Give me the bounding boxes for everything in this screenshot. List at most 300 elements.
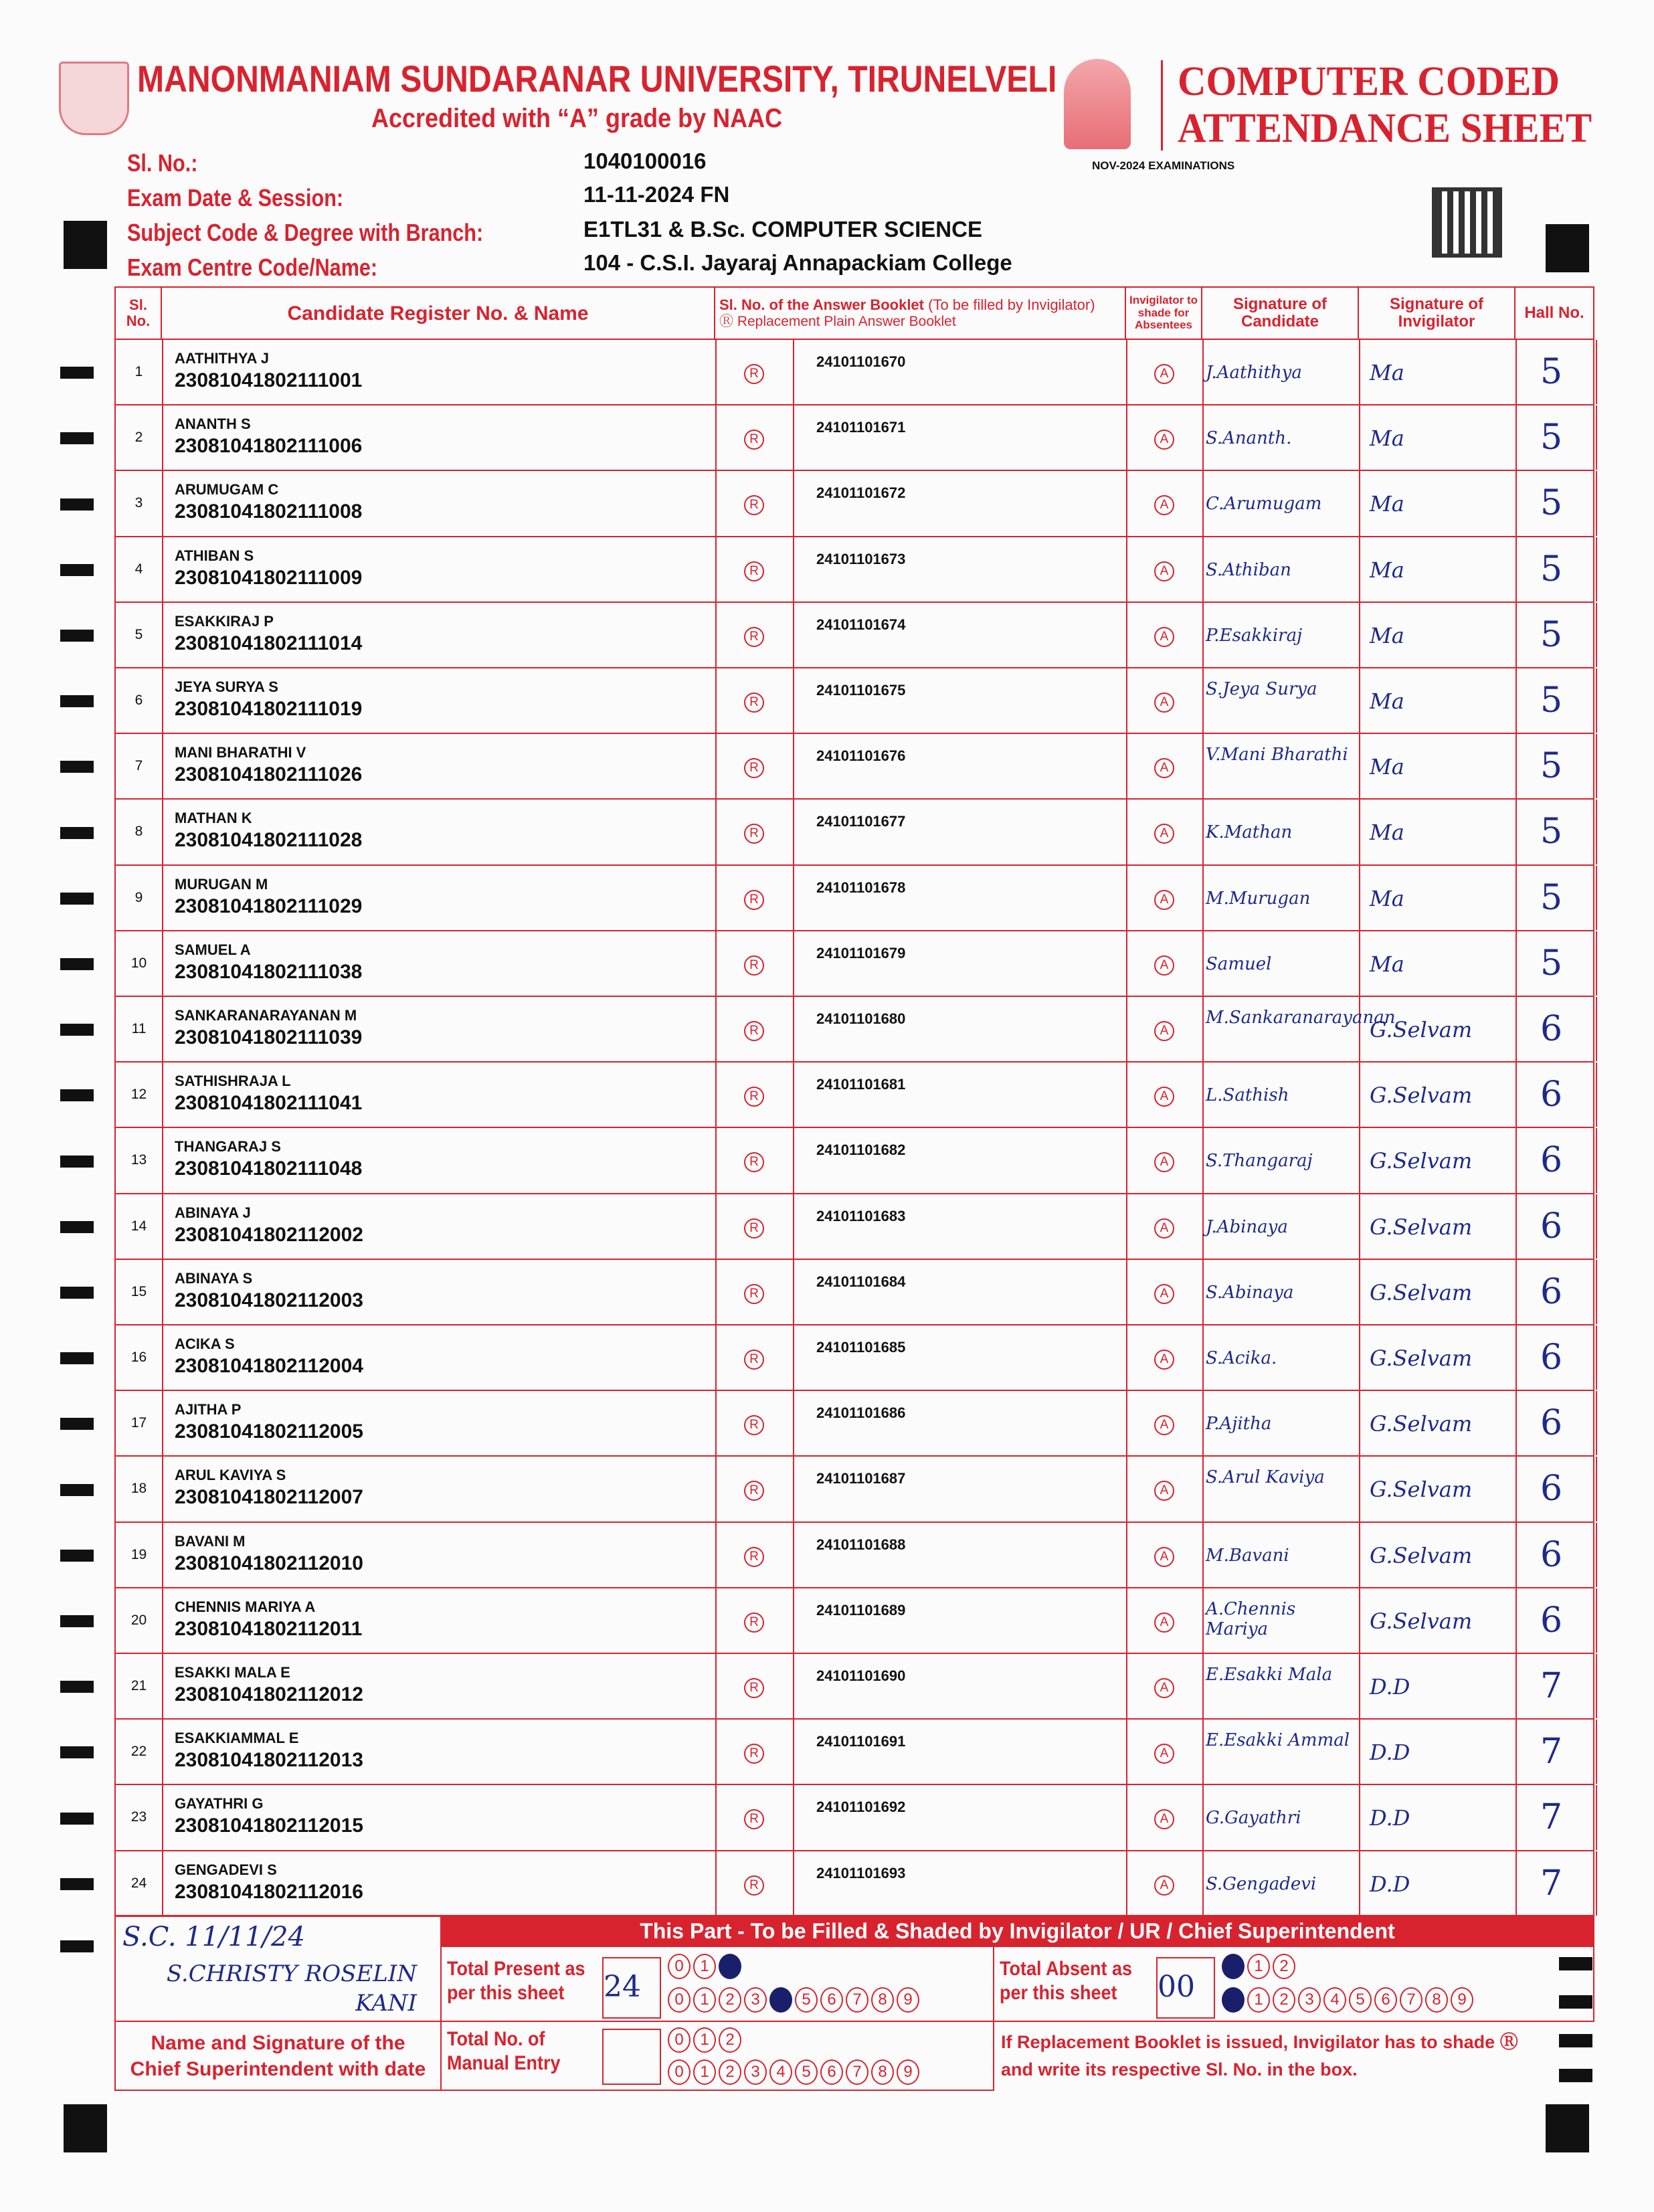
table-row [114, 537, 1594, 603]
column-divider [793, 1260, 794, 1324]
replacement-note: If Replacement Booklet is issued, Invigilator has to shade Ⓡ and write its respective Sl. No. in the box. [1001, 2032, 1518, 2080]
column-divider [793, 1325, 794, 1390]
digit-bubble[interactable]: 4 [1323, 1987, 1346, 2013]
replacement-bubble[interactable]: R [744, 1021, 764, 1041]
table-row [114, 471, 1594, 537]
centre-label: Exam Centre Code/Name: [127, 254, 378, 281]
absent-bubble[interactable]: A [1154, 1021, 1174, 1041]
column-divider [715, 734, 717, 798]
absent-bubble[interactable]: A [1154, 1087, 1174, 1107]
column-divider [1359, 1523, 1360, 1587]
column-divider [715, 1720, 717, 1784]
register-number: 23081041802111048 [175, 1158, 363, 1180]
absent-bubble[interactable]: A [1154, 1152, 1174, 1172]
column-divider [1596, 1654, 1597, 1718]
invigilator-signature: G.Selvam [1370, 1608, 1473, 1634]
booklet-number: 24101101670 [816, 353, 906, 370]
register-number: 23081041802111029 [175, 895, 363, 917]
candidate-name: ATHIBAN S [175, 547, 254, 564]
chief-name: S.CHRISTY ROSELIN KANI [166, 1960, 417, 2017]
column-divider [162, 668, 163, 733]
timing-mark [60, 432, 94, 444]
digit-bubble[interactable]: 6 [820, 2059, 843, 2085]
column-divider [793, 931, 794, 996]
column-divider [1126, 1063, 1127, 1127]
candidate-signature: A.Chennis Mariya [1206, 1598, 1296, 1639]
digit-bubble[interactable]: 7 [1400, 1987, 1422, 2013]
invigilator-signature: Ma [1370, 557, 1404, 583]
invigilator-signature: Ma [1370, 885, 1404, 911]
column-divider [162, 1325, 163, 1390]
register-number: 23081041802111039 [175, 1026, 363, 1048]
digit-bubble[interactable]: 0 [668, 2059, 691, 2085]
hall-number: 6 [1540, 1403, 1563, 1444]
column-divider [1202, 1588, 1204, 1653]
candidate-signature: V.Mani Bharathi [1206, 745, 1348, 765]
column-divider [1596, 340, 1597, 404]
column-divider [1596, 866, 1597, 930]
column-divider [1359, 1851, 1360, 1916]
col-booklet-note: (To be filled by Invigilator) [928, 296, 1095, 314]
table-row [114, 603, 1594, 668]
absent-bubble[interactable]: A [1154, 1481, 1174, 1501]
column-divider [1515, 997, 1517, 1061]
table-row [114, 1260, 1594, 1325]
column-divider [1596, 1391, 1597, 1455]
replacement-bubble[interactable]: R [744, 627, 764, 647]
absent-bubble[interactable]: A [1154, 495, 1174, 515]
digit-bubble[interactable]: 0 [668, 1954, 691, 1979]
absent-label: Total Absent as per this sheet [1000, 1958, 1133, 2004]
digit-bubble[interactable]: 8 [871, 2059, 894, 2085]
timing-mark [64, 2104, 107, 2152]
column-divider [793, 1654, 794, 1718]
column-divider [1359, 734, 1360, 798]
booklet-number: 24101101683 [816, 1207, 906, 1224]
absent-bubble[interactable]: A [1154, 1415, 1174, 1435]
register-number: 23081041802112012 [175, 1683, 363, 1706]
booklet-number: 24101101692 [816, 1799, 906, 1816]
replacement-bubble[interactable]: R [744, 561, 764, 581]
column-divider [715, 1325, 717, 1390]
absent-bubble[interactable]: A [1154, 1547, 1174, 1567]
digit-bubble[interactable]: 1 [693, 2059, 716, 2085]
candidate-signature: E.Esakki Mala [1206, 1665, 1333, 1685]
absent-bubble[interactable]: A [1154, 1744, 1174, 1764]
register-number: 23081041802112005 [175, 1420, 363, 1443]
column-divider [1515, 1391, 1517, 1455]
column-divider [1359, 800, 1360, 864]
column-divider [1359, 471, 1360, 535]
column-divider [715, 866, 717, 930]
candidate-name: CHENNIS MARIYA A [175, 1598, 316, 1615]
bubble-row-present-units [668, 1987, 922, 2013]
column-divider [162, 1457, 163, 1521]
absent-bubble[interactable]: A [1154, 1218, 1174, 1238]
row-sl-no: 17 [130, 1415, 147, 1431]
digit-bubble[interactable]: 1 [693, 1954, 716, 1979]
absent-bubble[interactable]: A [1154, 1284, 1174, 1304]
row-sl-no: 14 [130, 1218, 147, 1234]
register-number: 23081041802111026 [175, 763, 363, 786]
row-sl-no: 23 [130, 1809, 147, 1825]
digit-bubble[interactable]: 9 [1451, 1987, 1473, 2013]
candidate-signature: M.Sankaranarayanan [1206, 1008, 1396, 1028]
hall-number: 6 [1540, 1075, 1563, 1115]
replacement-bubble[interactable]: R [744, 1284, 764, 1304]
column-divider [162, 1654, 163, 1718]
candidate-name: SATHISHRAJA L [175, 1073, 291, 1090]
replacement-bubble[interactable]: R [744, 1612, 764, 1633]
replacement-bubble[interactable]: R [744, 1678, 764, 1698]
invigilator-signature: Ma [1370, 360, 1404, 385]
digit-bubble[interactable]: 7 [846, 1987, 868, 2013]
hall-number: 6 [1540, 1206, 1563, 1247]
register-number: 23081041802111014 [175, 632, 363, 654]
booklet-number: 24101101677 [816, 813, 906, 830]
column-divider [1202, 734, 1204, 798]
column-divider [1515, 1260, 1517, 1324]
digit-bubble[interactable]: 5 [795, 2059, 818, 2085]
digit-bubble[interactable]: 3 [744, 1987, 767, 2013]
booklet-number: 24101101681 [816, 1076, 906, 1093]
hall-number: 5 [1540, 549, 1563, 589]
invigilator-signature: Ma [1370, 426, 1404, 452]
column-divider [1202, 405, 1204, 470]
timing-mark [60, 1484, 94, 1496]
column-divider [793, 734, 794, 798]
table-row [114, 866, 1594, 931]
column-divider [1202, 668, 1204, 733]
column-divider [1515, 1588, 1517, 1653]
founder-portrait [1064, 59, 1131, 149]
digit-bubble[interactable]: 9 [897, 1987, 919, 2013]
absent-bubble[interactable]: A [1154, 1350, 1174, 1370]
row-sl-no: 13 [130, 1152, 147, 1168]
hall-number: 5 [1540, 483, 1563, 524]
replacement-bubble[interactable]: R [744, 824, 764, 844]
digit-bubble[interactable]: 1 [1247, 1954, 1270, 1979]
digit-bubble[interactable]: 0 [668, 2027, 691, 2053]
digit-bubble[interactable]: 4 [769, 2059, 792, 2085]
replacement-bubble[interactable]: R [744, 693, 764, 713]
column-divider [1126, 603, 1127, 667]
column-divider [1515, 471, 1517, 535]
university-logo [59, 62, 129, 135]
candidate-signature: P.Ajitha [1206, 1414, 1272, 1435]
hall-number: 7 [1540, 1797, 1563, 1838]
column-divider [1359, 603, 1360, 667]
replacement-bubble[interactable]: R [744, 1744, 764, 1764]
absent-bubble[interactable]: A [1154, 890, 1174, 910]
digit-bubble[interactable]: 2 [719, 2059, 741, 2085]
column-divider [1126, 1260, 1127, 1324]
column-divider [1202, 1194, 1204, 1259]
row-sl-no: 15 [130, 1283, 147, 1299]
replacement-bubble[interactable]: R [744, 1152, 764, 1172]
column-divider [1596, 1720, 1597, 1784]
row-sl-no: 19 [130, 1546, 147, 1562]
digit-bubble[interactable]: 7 [846, 2059, 868, 2085]
exam-date-label: Exam Date & Session: [127, 184, 344, 211]
digit-bubble[interactable]: 5 [795, 1987, 818, 2013]
candidate-signature: J.Abinaya [1206, 1216, 1288, 1237]
invigilator-signature: G.Selvam [1370, 1083, 1473, 1109]
column-divider [1596, 800, 1597, 864]
candidate-signature: C.Arumugam [1206, 494, 1322, 515]
digit-bubble[interactable]: 8 [871, 1987, 894, 2013]
column-divider [1515, 1063, 1517, 1127]
row-sl-no: 9 [134, 889, 143, 905]
subject-label: Subject Code & Degree with Branch: [127, 219, 484, 246]
replacement-bubble[interactable]: R [744, 1809, 764, 1829]
candidate-signature: P.Esakkiraj [1206, 625, 1303, 646]
column-divider [1202, 1260, 1204, 1324]
absent-value-box[interactable]: 00 [1156, 1957, 1215, 2019]
candidate-name: AATHITHYA J [175, 350, 269, 367]
invigilator-signature: Ma [1370, 754, 1404, 780]
col-booklet-title: Sl. No. of the Answer Booklet [719, 296, 924, 314]
column-divider [1359, 668, 1360, 733]
absent-bubble[interactable]: A [1154, 561, 1174, 581]
column-divider [1596, 1260, 1597, 1324]
register-number: 23081041802111028 [175, 829, 363, 852]
hall-number: 6 [1540, 1009, 1563, 1049]
hall-number: 5 [1540, 680, 1563, 721]
booklet-number: 24101101682 [816, 1141, 906, 1159]
absent-bubble[interactable]: A [1154, 758, 1174, 778]
examinations-label: NOV-2024 EXAMINATIONS [1092, 159, 1235, 172]
timing-mark [60, 1418, 94, 1430]
column-divider [1515, 405, 1517, 470]
hall-number: 6 [1540, 1140, 1563, 1181]
table-row [114, 1785, 1594, 1851]
col-sl-no: Sl. No. [114, 286, 162, 340]
absent-bubble[interactable]: A [1154, 824, 1174, 844]
bubble-row-present-tens [668, 1954, 744, 1979]
column-divider [1202, 1063, 1204, 1127]
booklet-number: 24101101679 [816, 944, 906, 961]
booklet-number: 24101101675 [816, 682, 906, 699]
absent-bubble[interactable]: A [1154, 1678, 1174, 1698]
column-divider [1359, 997, 1360, 1061]
digit-bubble[interactable]: 3 [1298, 1987, 1321, 2013]
timing-mark [60, 1024, 94, 1036]
absent-bubble[interactable]: A [1154, 1612, 1174, 1633]
replacement-bubble[interactable]: R [744, 1875, 764, 1896]
column-divider [1202, 1325, 1204, 1390]
candidate-name: GAYATHRI G [175, 1795, 264, 1813]
column-divider [1515, 1851, 1517, 1916]
column-divider [1126, 1325, 1127, 1390]
column-divider [1126, 1654, 1127, 1718]
column-divider [793, 800, 794, 864]
hall-number: 7 [1540, 1666, 1563, 1706]
column-divider [1126, 537, 1127, 602]
column-divider [1202, 997, 1204, 1061]
digit-bubble[interactable]: 3 [744, 2059, 767, 2085]
column-divider [162, 1720, 163, 1784]
column-divider [162, 1785, 163, 1849]
column-divider [1126, 1720, 1127, 1784]
column-divider [1515, 1457, 1517, 1521]
digit-bubble[interactable]: 0 [1222, 1987, 1245, 2013]
invigilator-signature: G.Selvam [1370, 1542, 1473, 1568]
replacement-bubble[interactable]: R [744, 758, 764, 778]
absent-bubble[interactable]: A [1154, 955, 1174, 976]
column-divider [1596, 1325, 1597, 1390]
column-divider [715, 1260, 717, 1324]
digit-bubble[interactable]: 2 [719, 2027, 741, 2053]
column-divider [1596, 1523, 1597, 1587]
table-row [114, 1391, 1594, 1457]
replacement-bubble[interactable]: R [744, 955, 764, 976]
replacement-bubble[interactable]: R [744, 1547, 764, 1567]
replacement-bubble[interactable]: R [744, 430, 764, 450]
column-divider [1202, 866, 1204, 930]
manual-label: Total No. of Manual Entry [447, 2028, 561, 2074]
column-divider [1126, 1588, 1127, 1653]
manual-value-box[interactable] [602, 2029, 661, 2085]
row-sl-no: 3 [134, 495, 143, 511]
hall-number: 5 [1540, 943, 1563, 984]
column-divider [793, 405, 794, 470]
digit-bubble[interactable]: 2 [719, 1987, 741, 2013]
column-divider [1202, 1457, 1204, 1521]
hall-number: 5 [1540, 877, 1563, 918]
digit-bubble[interactable]: 1 [1247, 1987, 1270, 2013]
register-number: 23081041802112007 [175, 1486, 363, 1509]
column-divider [1359, 1194, 1360, 1259]
column-divider [162, 340, 163, 404]
replacement-bubble[interactable]: R [744, 1218, 764, 1238]
column-divider [715, 931, 717, 996]
register-number: 23081041802111009 [175, 566, 363, 589]
column-divider [1126, 1457, 1127, 1521]
candidate-signature: M.Bavani [1206, 1545, 1289, 1566]
absent-bubble[interactable]: A [1154, 693, 1174, 713]
column-divider [715, 471, 717, 535]
row-sl-no: 22 [130, 1744, 147, 1760]
register-number: 23081041802112013 [175, 1749, 363, 1772]
column-divider [793, 1063, 794, 1127]
row-sl-no: 6 [134, 693, 143, 709]
chief-signature: S.C. 11/11/24 [122, 1922, 305, 1952]
replacement-bubble[interactable]: R [744, 890, 764, 910]
absent-bubble[interactable]: A [1154, 627, 1174, 647]
table-row [114, 340, 1594, 405]
timing-mark [60, 1681, 94, 1693]
table-row [114, 668, 1594, 734]
invigilator-signature: D.D [1370, 1805, 1410, 1831]
candidate-name: ABINAYA J [175, 1204, 251, 1221]
timing-mark [1546, 2104, 1589, 2152]
replacement-bubble[interactable]: R [744, 495, 764, 515]
absent-bubble[interactable]: A [1154, 430, 1174, 450]
invigilator-signature: G.Selvam [1370, 1279, 1473, 1305]
sheet-title-1: COMPUTER CODED [1178, 59, 1560, 104]
digit-bubble[interactable]: 1 [693, 2027, 716, 2053]
column-divider [1126, 931, 1127, 996]
column-divider [162, 1588, 163, 1653]
digit-bubble[interactable]: 0 [1222, 1954, 1245, 1979]
digit-bubble[interactable]: 9 [897, 2059, 919, 2085]
invigilator-signature: G.Selvam [1370, 1346, 1473, 1371]
absent-bubble[interactable]: A [1154, 1875, 1174, 1896]
hall-number: 5 [1540, 812, 1563, 852]
timing-mark [60, 1813, 94, 1825]
column-divider [1126, 1785, 1127, 1849]
invigilator-banner: This Part - To be Filled & Shaded by Invigilator / UR / Chief Superintendent [440, 1915, 1594, 1947]
digit-bubble[interactable]: 8 [1425, 1987, 1448, 2013]
candidate-name: ARUL KAVIYA S [175, 1467, 286, 1484]
digit-bubble[interactable]: 1 [693, 1987, 716, 2013]
candidate-signature: G.Gayathri [1206, 1808, 1301, 1829]
digit-bubble[interactable]: 4 [769, 1987, 792, 2013]
column-divider [715, 1063, 717, 1127]
sl-no-label: Sl. No.: [127, 149, 198, 177]
table-row [114, 1720, 1594, 1785]
present-value-box[interactable]: 24 [602, 1957, 661, 2019]
row-sl-no: 4 [134, 561, 143, 577]
replacement-bubble[interactable]: R [744, 1087, 764, 1107]
invigilator-signature: G.Selvam [1370, 1411, 1473, 1437]
column-divider [1359, 340, 1360, 404]
candidate-signature: S.Gengadevi [1206, 1873, 1317, 1894]
table-row [114, 800, 1594, 865]
column-divider [715, 1523, 717, 1587]
digit-bubble[interactable]: 6 [1374, 1987, 1397, 2013]
column-divider [1359, 1654, 1360, 1718]
column-divider [1515, 668, 1517, 733]
digit-bubble[interactable]: 2 [1273, 1954, 1295, 1979]
column-divider [1515, 800, 1517, 864]
digit-bubble[interactable]: 5 [1349, 1987, 1372, 2013]
absent-bubble[interactable]: A [1154, 364, 1174, 384]
digit-bubble[interactable]: 6 [820, 1987, 843, 2013]
digit-bubble[interactable]: 0 [668, 1987, 691, 2013]
column-divider [793, 471, 794, 535]
invigilator-signature: G.Selvam [1370, 1017, 1473, 1042]
column-divider [1515, 1523, 1517, 1587]
timing-mark [60, 367, 94, 379]
replacement-bubble[interactable]: R [744, 1481, 764, 1501]
column-divider [1359, 1720, 1360, 1784]
replacement-bubble[interactable]: R [744, 364, 764, 384]
column-divider [1596, 931, 1597, 996]
column-divider [1359, 866, 1360, 930]
column-divider [793, 866, 794, 930]
timing-mark [60, 1746, 94, 1758]
candidate-name: ESAKKIAMMAL E [175, 1730, 299, 1747]
replacement-bubble[interactable]: R [744, 1415, 764, 1435]
table-row [114, 931, 1594, 997]
candidate-name: JEYA SURYA S [175, 678, 278, 695]
column-divider [1359, 1128, 1360, 1192]
hall-number: 6 [1540, 1469, 1563, 1509]
column-divider [162, 800, 163, 864]
digit-bubble[interactable]: 2 [1273, 1987, 1295, 2013]
digit-bubble[interactable]: 2 [719, 1954, 741, 1979]
absent-bubble[interactable]: A [1154, 1809, 1174, 1829]
bubble-row-manual-tens [668, 2027, 744, 2053]
column-divider [1126, 405, 1127, 470]
table-row [114, 734, 1594, 800]
replacement-bubble[interactable]: R [744, 1350, 764, 1370]
register-number: 23081041802112016 [175, 1880, 363, 1903]
column-divider [793, 1588, 794, 1653]
column-divider [793, 603, 794, 667]
